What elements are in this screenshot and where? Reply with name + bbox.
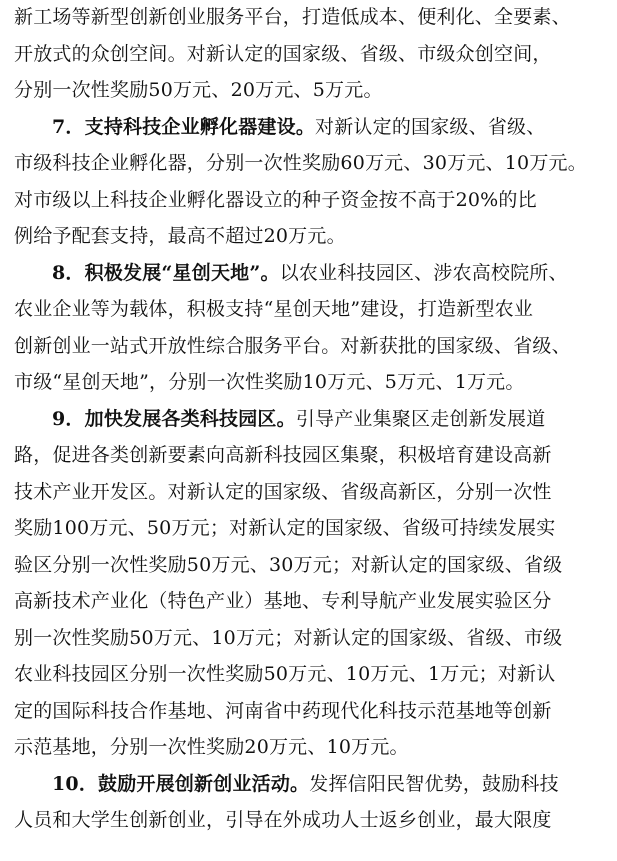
body-text: 定的国际科技合作基地、河南省中药现代化科技示范基地等创新: [14, 699, 552, 722]
body-text: 对新认定的国家级、省级、: [315, 115, 546, 138]
text-line: [14, 806, 606, 834]
text-line: [14, 332, 606, 360]
body-text: 示范基地，分别一次性奖励20万元、10万元。: [14, 736, 409, 758]
text-line: [14, 186, 606, 214]
body-text: 引导产业集聚区走创新发展道: [295, 407, 546, 430]
body-text: 创新创业一站式开放性综合服务平台。对新获批的国家级、省级、: [14, 334, 571, 357]
body-text: 农业科技园区分别一次性奖励50万元、10万元、1万元；对新认: [14, 663, 556, 685]
body-text: 新工场等新型创新创业服务平台，打造低成本、便利化、全要素、: [14, 6, 571, 28]
text-line: [14, 514, 606, 542]
body-text: 分别一次性奖励50万元、20万元、5万元。: [14, 79, 383, 101]
section-heading-line: [52, 770, 606, 798]
body-text: 例给予配套支持，最高不超过20万元。: [14, 225, 346, 247]
text-line: [14, 295, 606, 323]
text-line: [14, 587, 606, 615]
text-line: [14, 222, 606, 250]
text-line: [14, 368, 606, 396]
text-line: [14, 76, 606, 104]
section-title: 8．积极发展“星创天地”。: [52, 261, 280, 284]
section-title: 9．加快发展各类科技园区。: [52, 407, 296, 430]
section-title: 7．支持科技企业孵化器建设。: [52, 115, 316, 138]
text-line: [14, 441, 606, 469]
body-text: 奖励100万元、50万元；对新认定的国家级、省级可持续发展实: [14, 517, 556, 539]
text-line: [14, 40, 606, 68]
section-heading-line: [52, 259, 606, 287]
text-line: [14, 551, 606, 579]
body-text: 发挥信阳民智优势，鼓励科技: [309, 772, 559, 795]
body-text: 别一次性奖励50万元、10万元；对新认定的国家级、省级、市级: [14, 626, 563, 649]
text-line: [14, 733, 606, 761]
body-text: 农业企业等为载体，积极支持“星创天地”建设，打造新型农业: [14, 298, 534, 320]
text-line: [14, 478, 606, 506]
body-text: 技术产业开发区。对新认定的国家级、省级高新区，分别一次性: [14, 480, 552, 503]
section-heading-line: [52, 113, 606, 141]
body-text: 高新技术产业化（特色产业）基地、专利导航产业发展实验区分: [14, 590, 552, 612]
body-text: 路，促进各类创新要素向高新科技园区集聚，积极培育建设高新: [14, 444, 552, 466]
text-line: [14, 624, 606, 652]
text-line: [14, 149, 606, 177]
body-text: 市级科技企业孵化器，分别一次性奖励60万元、30万元、10万元。: [14, 152, 587, 174]
body-text: 以农业科技园区、涉农高校院所、: [279, 261, 568, 284]
section-title: 10．鼓励开展创新创业活动。: [52, 772, 310, 795]
body-text: 验区分别一次性奖励50万元、30万元；对新认定的国家级、省级: [14, 553, 563, 576]
body-text: 开放式的众创空间。对新认定的国家级、省级、市级众创空间，: [14, 42, 552, 65]
body-text: 对市级以上科技企业孵化器设立的种子资金按不高于20%的比: [14, 188, 537, 211]
text-line: [14, 697, 606, 725]
section-heading-line: [52, 405, 606, 433]
body-text: 人员和大学生创新创业，引导在外成功人士返乡创业，最大限度: [14, 809, 552, 831]
text-line: [14, 3, 606, 31]
text-line: [14, 660, 606, 688]
body-text: 市级“星创天地”，分别一次性奖励10万元、5万元、1万元。: [14, 371, 525, 393]
